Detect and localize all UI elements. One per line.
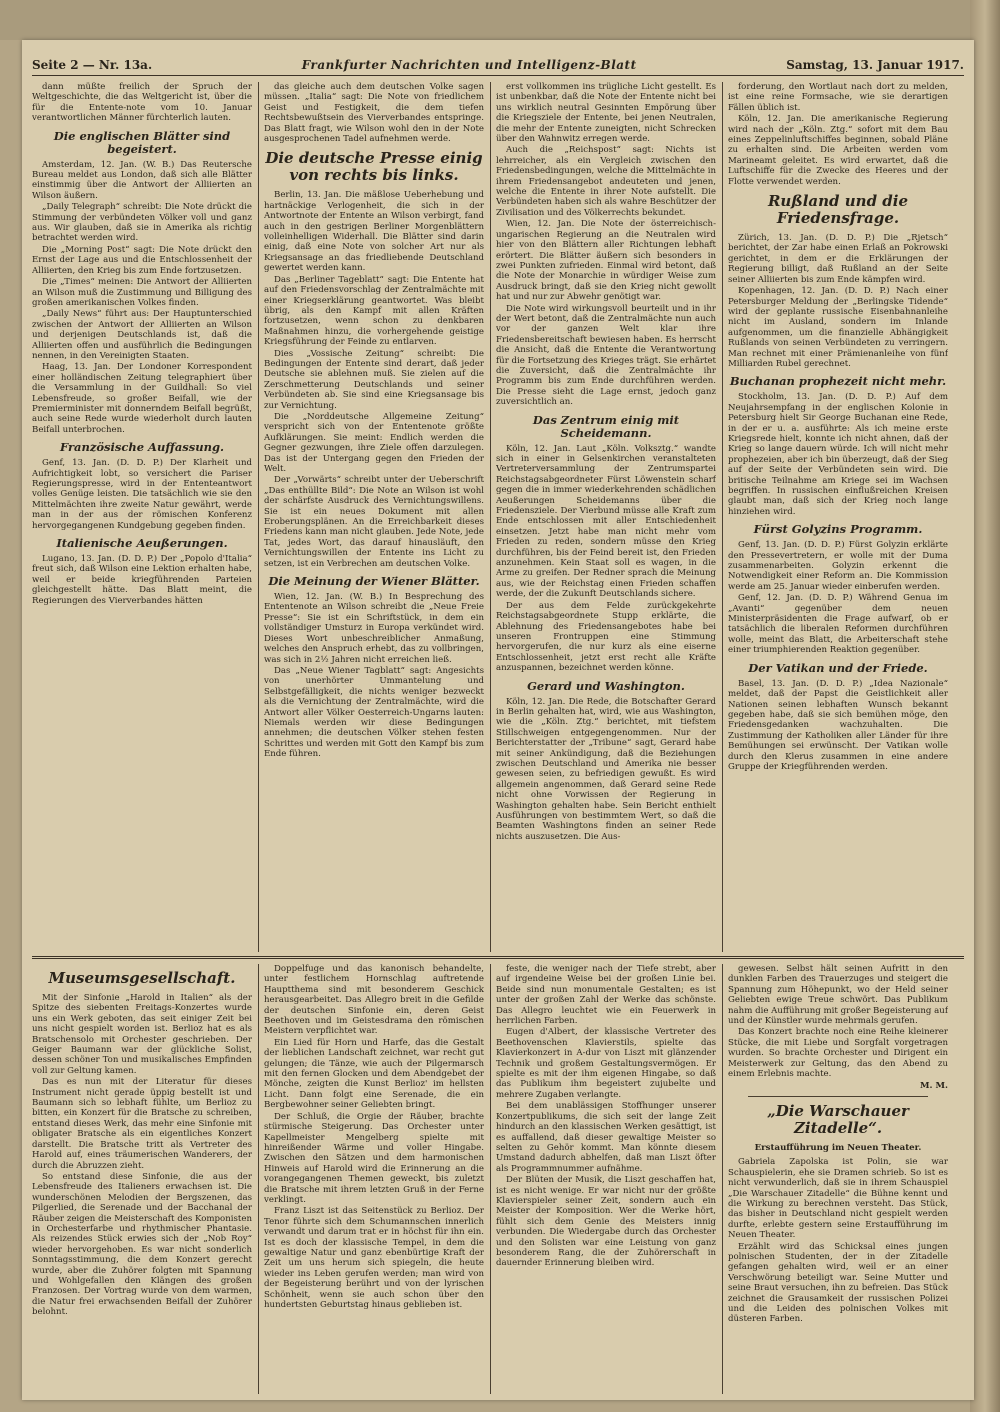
paragraph: Der Blüten der Musik, die Liszt geschaffen hat, ist es nicht wenige. Er war nicht nur der größte Klavierspieler seiner Zeit, sondern auch ein Meister der Komposition. Wer die Werke hört, fühlt sich dem Genie des Meisters innig verbunden. Die Wiedergabe durch das Orchester und den Solisten war eine Leistung von ganz besonderem Rang, die der Zuhörerschaft in dauernder Erinnerung bleiben wird.: [496, 1175, 716, 1269]
headline-italian-remarks: Italienische Aeußerungen.: [56, 536, 228, 551]
bottom-column-4: [728, 964, 948, 1394]
article-continuation: Doppelfuge und das kanonisch behandelte, unter festlichem Hornschlag auftretende Hauptthema sind mit besonderem Geschick herausgearbeitet. Das Allegro breit in die Gefilde der deutschen Sinfonie ein, deren Geist Beethoven und im Geistesdrama den römischen Meistern verpflichtet war.: [264, 964, 484, 1037]
paragraph: Kopenhagen, 12. Jan. (D. D. P.) Nach einer Petersburger Meldung der „Berlingske Tidende“ wird der geplante russische Eisenbahnanleihe nicht im Ausland, sondern im Inlande aufgenommen, um die finanzielle Abhängigkeit Rußlands von seinen Verbündeten zu verringern. Man rechnet mit einer Prämienanleihe von fünf Milliarden Rubel gerechnet.: [728, 286, 948, 369]
paragraph: Basel, 13. Jan. (D. D. P.) „Idea Nazionale“ meldet, daß der Papst die Geistlichkeit aller Nationen seinen lebhaften Wunsch bekannt gegeben habe, daß sie sich bemühen möge, den Friedensgedanken wachzuhalten. Die Zustimmung der Katholiken aller Länder für ihre Bemühungen sei erwünscht. Der Vatikan wolle durch den Klerus zusammen in eine andere Gruppe der Kriegführenden werden.: [728, 678, 948, 772]
article-continuation: forderung, den Wortlaut nach dort zu melden, ist eine reine Formsache, wie sie derartigen Fällen üblich ist.: [728, 82, 948, 113]
paragraph: Köln, 12. Jan. Laut „Köln. Volksztg.“ wandte sich in einer in Gelsenkirchen veranstalteten Vertreterversammlung der Zentrumspartei Reichstagsabgeordneter Fürst Löwenstein scharf gegen die in immer wiederkehrenden schädlichen Aeußerungen Scheidemanns über die Friedensziele. Der Vierbund müsse alle Kraft zum Ende entschlossen mit aller Entschiedenheit einsetzen. Jetzt habe man nicht mehr vom Frieden zu reden, sondern müsse den Krieg durchführen, bis der Feind bereit ist, den Frieden anzunehmen. Kein Staat soll es wagen, in die Arme zu greifen. Der Redner sprach die Meinung aus, wie der Reichstag einen Frieden schaffen werde, der die Zukunft Deutschlands sichere.: [496, 443, 716, 600]
paragraph: Wien, 12. Jan. Die Note der österreichisch-ungarischen Regierung an die Neutralen wird hier von den Blättern aller Richtungen lebhaft erörtert. Die Blätter äußern sich besonders in zwei Punkten zufrieden. Einmal wird betont, daß die Note der Monarchie in würdiger Weise zum Ausdruck bringt, daß sie den Krieg nicht gewollt hat und nur zur Abwehr genötigt war.: [496, 219, 716, 303]
column-rule: [722, 82, 723, 952]
column-rule: [722, 964, 723, 1394]
paragraph: Der „Vorwärts“ schreibt unter der Ueberschrift „Das enthüllte Bild“: Die Note an Wilson ist wohl der schärfste Ausdruck des Vernichtungswillens. Sie ist ein neues Dokument mit allen Eroberungsplänen. An die Erreichbarkeit dieses Friedens kann man nicht glauben. Jede Note, jede Tat, jedes Wort, das darauf hinausläuft, den Vernichtungswillen der Entente ins Licht zu setzen, ist ein Verbrechen am deutschen Volke.: [264, 475, 484, 569]
paragraph: Ein Lied für Horn und Harfe, das die Gestalt der lieblichen Landschaft zeichnet, war recht gut gelungen; die Tänze, wie auch der Pilgermarsch mit den fernen Glocken und dem Abendgebet der Mönche, zeigten die Kunst Berlioz' im hellsten Licht. Dann folgt eine Serenade, die ein Bergbewohner seiner Geliebten bringt.: [264, 1037, 484, 1111]
article-continuation: erst vollkommen ins trügliche Licht gestellt. Es ist unbenkbar, daß die Note der Entente nicht bei uns wirklich neutral Gesinnten Empörung über die Kriegsziele der Entente, bei jenen Neutralen, die mehr der Entente zuneigten, nicht Schrecken über den Wahnwitz erregen werde.: [496, 82, 716, 145]
headline-french-view: Französische Auffassung.: [60, 440, 224, 455]
paragraph: Berlin, 13. Jan. Die mäßlose Ueberhebung und hartnäckige Verlogenheit, die sich in der Antwortnote der Entente an Wilson verbirgt, fand auch in den gestrigen Berliner Morgenblättern volleinhelligen Widerhall. Die Blätter sind darin einig, daß eine Note von solcher Art nur als Kriegsansage an das friedliebende Deutschland gewertet werden kann.: [264, 190, 484, 274]
paragraph: Der Schluß, die Orgie der Räuber, brachte stürmische Steigerung. Das Orchester unter Kapellmeister Mengelberg spielte mit hinreißender Wärme und voller Hingabe. Zwischen den Sätzen und dem harmonischen Hinweis auf Harold wird die Erinnerung an die vorangegangenen Themen geweckt, bis zuletzt die Bratsche mit ihrem letzten Gruß in der Ferne verklingt.: [264, 1111, 484, 1205]
bottom-column-3: [496, 964, 716, 1394]
headline-gerard-washington: Gerard und Washington.: [527, 678, 685, 693]
paragraph: Zürich, 13. Jan. (D. D. P.) Die „Rjetsch“ berichtet, der Zar habe einen Erlaß an Pokrowski gerichtet, in dem er die Erklärungen der Regierung billigt, daß Rußland an der Seite seiner Alliierten bis zum Ende kämpfen wird.: [728, 233, 948, 285]
page-number: Seite 2 — Nr. 13a.: [32, 58, 153, 72]
paragraph: Haag, 13. Jan. Der Londoner Korrespondent einer holländischen Zeitung telegraphiert über die Versammlung in der Guildhall: So viel Lebensfreude, so großer Beifall, wie der Premierminister mit donnerndem Beifall begrüßt, auch seine Rede wurde wiederholt durch lauten Beifall unterbrochen.: [32, 362, 252, 435]
paragraph: Bei dem unablässigen Stoffhunger unserer Konzertpublikums, die sich seit der lange Zeit hindurch an den klassischen Werken gesättigt, ist es auffallend, daß dieser gewaltige Meister so selten zu Gehör kommt. Man könnte diesem Umstand dadurch abhelfen, daß man Liszt öfter als Programmnummer aufnähme.: [496, 1101, 716, 1174]
paragraph: Genf, 13. Jan. (D. D. P.) Der Klarheit und Aufrichtigkeit lobt, so versichert die Pariser Regierungspresse, wird in der Ententeantwort volles Genüge leisten. Die tatsächlich wie sie den Mittelmächten ihre zweite Natur gewährt, werde man in der aus der römischen Konferenz hervorgegangenen Kundgebung gegeben finden.: [32, 458, 252, 531]
headline-centre-party: Das Zentrum einig mit Scheidemann.: [532, 412, 680, 440]
page-header: [32, 58, 964, 76]
headline-golyzin: Fürst Golyzins Programm.: [753, 522, 923, 537]
article-continuation: dann müßte freilich der Spruch der Weltgeschichte, die das Weltgericht ist, über die für die Entente-note vom 10. Januar verantwortlichen Männer fürchterlich lauten.: [32, 82, 252, 124]
paragraph: So entstand diese Sinfonie, die aus der Lebensfreude des Italieners erwachsen ist. Die wunderschönen Melodien der Bergszenen, das Pilgerlied, die Serenade und der Bacchanal der Räuber zeigen die Meisterschaft des Komponisten in Orchesterfarbe und rhythmischer Phantasie. Als reizendes Stück erwies sich der „Nob Roy“ wieder hervorgehoben. Es war nicht sonderlich Sonntagsstimmung, die dem Konzert gerecht wurde, aber die Zuhörer folgten mit Spannung und Wohlgefallen den Klängen des großen Franzosen. Der Vortrag wurde von dem warmen, die Natur frei erwachsenden Beifall der Zuhörer belohnt.: [32, 1171, 252, 1318]
paragraph: Genf, 12. Jan. (D. D. P.) Während Genua im „Avanti“ gegenüber dem neuen Ministerpräsidenten die Frage aufwarf, ob er tatsächlich die liberalen Reformen durchführen wolle, meint das Blatt, die Arbeiterschaft stehe einer triumphierenden Reaktion gegenüber.: [728, 593, 948, 656]
paragraph: Das es nun mit der Literatur für dieses Instrument nicht gerade üppig bestellt ist und Baumann sich so lebhaft fühlte, um Berlioz zu bitten, ein Konzert für die Bratsche zu schreiben, entstand dieses Werk, das mehr eine Sinfonie mit obligater Bratsche als ein eigentliches Konzert darstellt. Die Bratsche tritt als Vertreter des Harold auf, eines träumerischen Wanderers, der durch die Abruzzen zieht.: [32, 1077, 252, 1171]
headline-buchanan: Buchanan prophezeit nicht mehr.: [729, 374, 947, 389]
article-continuation: gewesen. Selbst hält seinen Aufritt in den dunklen Farben des Trauerzuges und steigert die Spannung zum Höhepunkt, wo der Held seiner Geliebten ewige Treue schwört. Das Publikum nahm die Aufführung mit großer Begeisterung auf und der Künstler wurde mehrmals gerufen.: [728, 964, 948, 1027]
article-continuation: feste, die weniger nach der Tiefe strebt, aber auf irgendeine Weise bei der großen Linie bei. Beide sind nun monumentale Gestalten; es ist unter der großen Zahl der Werke das schönste. Das Allegro leuchtet wie ein Feuerwerk in herrlichen Farben.: [496, 964, 716, 1027]
paragraph: Amsterdam, 12. Jan. (W. B.) Das Reutersche Bureau meldet aus London, daß sich alle Blätter einstimmig über die Antwort der Alliierten an Wilson äußern.: [32, 159, 252, 201]
headline-german-press: Die deutsche Presse einig von rechts bis links.: [265, 149, 483, 185]
page-spine-shadow: [970, 0, 1000, 1412]
column-rule: [258, 82, 259, 952]
headline-english-papers: Die englischen Blätter sind begeistert.: [53, 128, 231, 156]
paragraph: Genf, 13. Jan. (D. D. P.) Fürst Golyzin erklärte den Pressevertretern, er wolle mit der Duma zusammenarbeiten. Golyzin erkennt die Notwendigkeit einer Reform an. Die Kommission werde am 25. Januar wieder einberufen werden.: [728, 540, 948, 592]
headline-vatican: Der Vatikan und der Friede.: [748, 660, 928, 675]
column-rule: [490, 82, 491, 952]
section-divider: [32, 956, 964, 959]
article-continuation: das gleiche auch dem deutschen Volke sagen müssen. „Italia“ sagt: Die Note von friedlichem Geist und Festigkeit, die dem tiefen Rechtsbewußtsein des Vierverbandes entspringe. Das Blatt fragt, wie Wilson wohl den in der Note ausgesprochenen Tadel aufnehmen werde.: [264, 82, 484, 145]
paragraph: Franz Liszt ist das Seitenstück zu Berlioz. Der Tenor führte sich dem Schumannschen innerlich verwandt und darum trat er in höchst für ihn ein. Ist es doch der klassische Tempel, in dem die gewaltige Natur und ganz ebenbürtige Kraft der Zeit um uns herum sich spiegeln, die heute wieder ins Leben gerufen werden; man wird von der Begeisterung berührt und von der lyrischen Schönheit, wenn sie auch schon über den hundertsten Geburtstag hinaus geblieben ist.: [264, 1206, 484, 1310]
paragraph: Erzählt wird das Schicksal eines jungen polnischen Studenten, der in der Zitadelle gefangen gehalten wird, weil er an einer Verschwörung beteiligt war. Seine Mutter und seine Braut versuchen, ihn zu befreien. Das Stück zeichnet die Grausamkeit der russischen Polizei und die Leiden des polnischen Volkes mit düsteren Farben.: [728, 1241, 948, 1325]
headline-vienna-papers: Die Meinung der Wiener Blätter.: [268, 574, 480, 589]
paragraph: Gabriela Zapolska ist Polin, sie war Schauspielerin, ehe sie Dramen schrieb. So ist es nicht verwunderlich, daß sie in ihrem Schauspiel „Die Warschauer Zitadelle“ die Bühne kennt und die Wirkung zu berechnen versteht. Das Stück, das bisher in Deutschland nicht gespielt werden durfte, erlebte gestern seine Erstaufführung im Neuen Theater.: [728, 1157, 948, 1241]
paragraph: Das Konzert brachte noch eine Reihe kleinerer Stücke, die mit Liebe und Sorgfalt vorgetragen wurden. So brachte Orchester und Dirigent ein Meisterwerk zur Geltung, das den Abend zu einem Erlebnis machte.: [728, 1027, 948, 1080]
column-rule: [258, 964, 259, 1394]
subheadline-premiere: Erstaufführung im Neuen Theater.: [754, 1142, 922, 1153]
paragraph: Köln, 12. Jan. Die amerikanische Regierung wird nach der „Köln. Ztg.“ sofort mit dem Bau eines Zeppelinluftschiffes beginnen, sobald Pläne zu erhalten sind. Die Arbeiten werden vom Marineamt geleitet. Es wird erwartet, daß die Luftschiffe für die Zwecke des Heeres und der Flotte verwendet werden.: [728, 114, 948, 187]
paragraph: Lugano, 13. Jan. (D. D. P.) Der „Popolo d'Italia“ freut sich, daß Wilson eine Lektion erhalten habe, weil er beide kriegführenden Parteien gleichgestellt hätte. Das Blatt meint, die Regierungen des Vierverbandes hätten: [32, 554, 252, 606]
newspaper-page: [22, 40, 974, 1400]
paragraph: Das „Berliner Tageblatt“ sagt: Die Entente hat auf den Friedensvorschlag der Zentralmächte mit einer Kriegserklärung geantwortet. Was bleibt übrig, als den Kampf mit allen Kräften fortzusetzen, wenn schon zu denkbaren Maßnahmen hinzu, die vorhergehende geistige Kriegsführung der Feinde zu entlarven.: [264, 274, 484, 348]
article-separator: [748, 1096, 928, 1097]
paragraph: Das „Neue Wiener Tagblatt“ sagt: Angesichts von unerhörter Ummantelung und Selbstgefälligkeit, die nichts weniger bezweckt als die Vernichtung der Zentralmächte, wird die Antwort aller Völker Oesterreich-Ungarns lauten: Niemals werden wir diese Bedingungen annehmen; die deutschen Völker stehen festen Schrittes und werden mit Gott den Kampf bis zum Ende führen.: [264, 665, 484, 760]
bottom-column-2: [264, 964, 484, 1394]
paragraph: Köln, 12. Jan. Die Rede, die Botschafter Gerard in Berlin gehalten hat, wird, wie aus Washington, wie die „Köln. Ztg.“ berichtet, mit tiefstem Stillschweigen entgegengenommen. Nur der Berichterstatter der „Tribune“ sagt, Gerard habe mit seiner Ankündigung, daß die Beziehungen zwischen Deutschland und Amerika nie besser gewesen seien, zu befriedigen gewußt. Es wird allgemein angenommen, daß Gerard seine Rede nicht ohne Vorwissen der Regierung in Washington gehalten habe. Sein Bericht enthielt Ausführungen von bestimmtem Wert, so daß die Beamten Washingtons finden an seiner Rede nichts auszusetzen. Die Aus-: [496, 696, 716, 842]
paragraph: Der aus dem Felde zurückgekehrte Reichstagsabgeordnete Stupp erklärte, die Ablehnung des Friedensangebotes habe bei unseren Frontruppen eine Stimmung hervorgerufen, die nur kurz als eine eiserne Entschlossenheit, jetzt erst recht alle Kräfte anzuspannen, bezeichnet werden könne.: [496, 600, 716, 674]
headline-museum-society: Museumsgesellschaft.: [48, 969, 236, 987]
paragraph: Die „Norddeutsche Allgemeine Zeitung“ verspricht sich von der Ententenote größte Aufklärungen. Sie meint: Endlich werden die Gegner gezwungen, ihre Ziele offen darzulegen. Das ist der Untergang gegen den Frieden der Welt.: [264, 411, 484, 474]
paragraph: Eugen d'Albert, der klassische Vertreter des Beethovenschen Klavierstils, spielte das Klavierkonzert in A-dur von Liszt mit glänzender Technik und großem Gestaltungsvermögen. Er spielte es mit der ihm eigenen Hingabe, so daß das Publikum ihm begeistert zujubelte und mehrere Zugaben verlangte.: [496, 1027, 716, 1100]
headline-warsaw-citadel: „Die Warschauer Zitadelle“.: [767, 1101, 909, 1137]
top-column-2: [264, 82, 484, 952]
issue-date: Samstag, 13. Januar 1917.: [786, 58, 964, 72]
paragraph: Dies „Vossische Zeitung“ schreibt: Die Bedingungen der Entente sind derart, daß jeder Deutsche sie ablehnen muß. Sie zielen auf die Zerschmetterung Deutschlands und seiner Verbündeten ab. Sie sind eine Kriegsansage bis zur Vernichtung.: [264, 348, 484, 411]
bottom-column-1: [32, 964, 252, 1394]
paragraph: „Daily Telegraph“ schreibt: Die Note drückt die Stimmung der verbündeten Völker voll und ganz aus. Wir glauben, daß sie in Amerika als richtig betrachtet werden wird.: [32, 202, 252, 244]
paragraph: Die „Times“ meinen: Die Antwort der Alliierten an Wilson muß die Zustimmung und Billigung des großen amerikanischen Volkes finden.: [32, 277, 252, 308]
paragraph: Stockholm, 13. Jan. (D. D. P.) Auf dem Neujahrsempfang in der englischen Kolonie in Petersburg hielt Sir George Buchanan eine Rede, in der er u. a. ausführte: Als ich meine erste Kriegsrede hielt, konnte ich nicht ahnen, daß der Krieg so lange dauern würde. Ich will nicht mehr prophezeien, aber ich bin überzeugt, daß der Sieg auf der Seite der Verbündeten sein wird. Die britische Teilnahme am Kriege sei im Wachsen begriffen. In russischen einflußreichen Kreisen glaubt man, daß sich der Krieg noch lange hinziehen wird.: [728, 392, 948, 517]
paragraph: Wien, 12. Jan. (W. B.) In Besprechung des Ententenote an Wilson schreibt die „Neue Freie Presse“: Sie ist ein Schriftstück, in dem ein vollständiger Umsturz in Europa verkündet wird. Dieses Wort unbeschreiblicher Anmaßung, welches den Anspruch erhebt, das zu vollbringen, was sich in 2½ Jahren nicht erreichen ließ.: [264, 592, 484, 665]
paragraph: Mit der Sinfonie „Harold in Italien“ als der Spitze des siebenten Freitags-Konzertes wurde uns ein Werk geboten, das seit einiger Zeit bei uns nicht gespielt worden ist. Berlioz hat es als Bratschensolo mit Orchester geschrieben. Der Geiger Baumann war der glückliche Solist, dessen schöner Ton und musikalisches Empfinden voll zur Geltung kamen.: [32, 993, 252, 1076]
author-signature: M. M.: [919, 1081, 948, 1092]
paragraph: Die Note wird wirkungsvoll beurteilt und in ihr der Wert betont, daß die Zentralmächte nun auch vor der ganzen Welt klar ihre Friedensbereitschaft bewiesen haben. Es herrscht die Ansicht, daß die Entente die Verantwortung für die Fortsetzung des Krieges trägt. Sie erhärtet die Zuversicht, daß die Zentralmächte ihr Programm bis zum Ende durchführen werden. Die Presse sieht die Lage ernst, jedoch ganz zuversichtlich an.: [496, 303, 716, 408]
paragraph: Die „Morning Post“ sagt: Die Note drückt den Ernst der Lage aus und die Entschlossenheit der Alliierten, den Krieg bis zum Ende fortzusetzen.: [32, 244, 252, 276]
paragraph: „Daily News“ führt aus: Der Hauptunterschied zwischen der Antwort der Alliierten an Wilson und derjenigen Deutschlands ist, daß die Alliierten offen und ausführlich die Bedingungen nennen, in den Vereinigten Staaten.: [32, 309, 252, 361]
top-column-3: [496, 82, 716, 952]
top-column-1: [32, 82, 252, 952]
page-top-edge: [0, 0, 1000, 40]
newspaper-title: Frankfurter Nachrichten und Intelligenz-Blatt: [301, 58, 637, 72]
top-column-4: [728, 82, 948, 952]
headline-russia-peace: Rußland und die Friedensfrage.: [767, 192, 909, 228]
column-rule: [490, 964, 491, 1394]
paragraph: Auch die „Reichspost“ sagt: Nichts ist lehrreicher, als ein Vergleich zwischen den Friedensbedingungen, welche die Mittelmächte in ihrem Friedensangebot andeuteten und jenen, welche die Entente in ihrer Note aufstellt. Die Verbündeten haben sich als wahre Beschützer der Zivilisation und des Völkerrechts bekundet.: [496, 145, 716, 218]
